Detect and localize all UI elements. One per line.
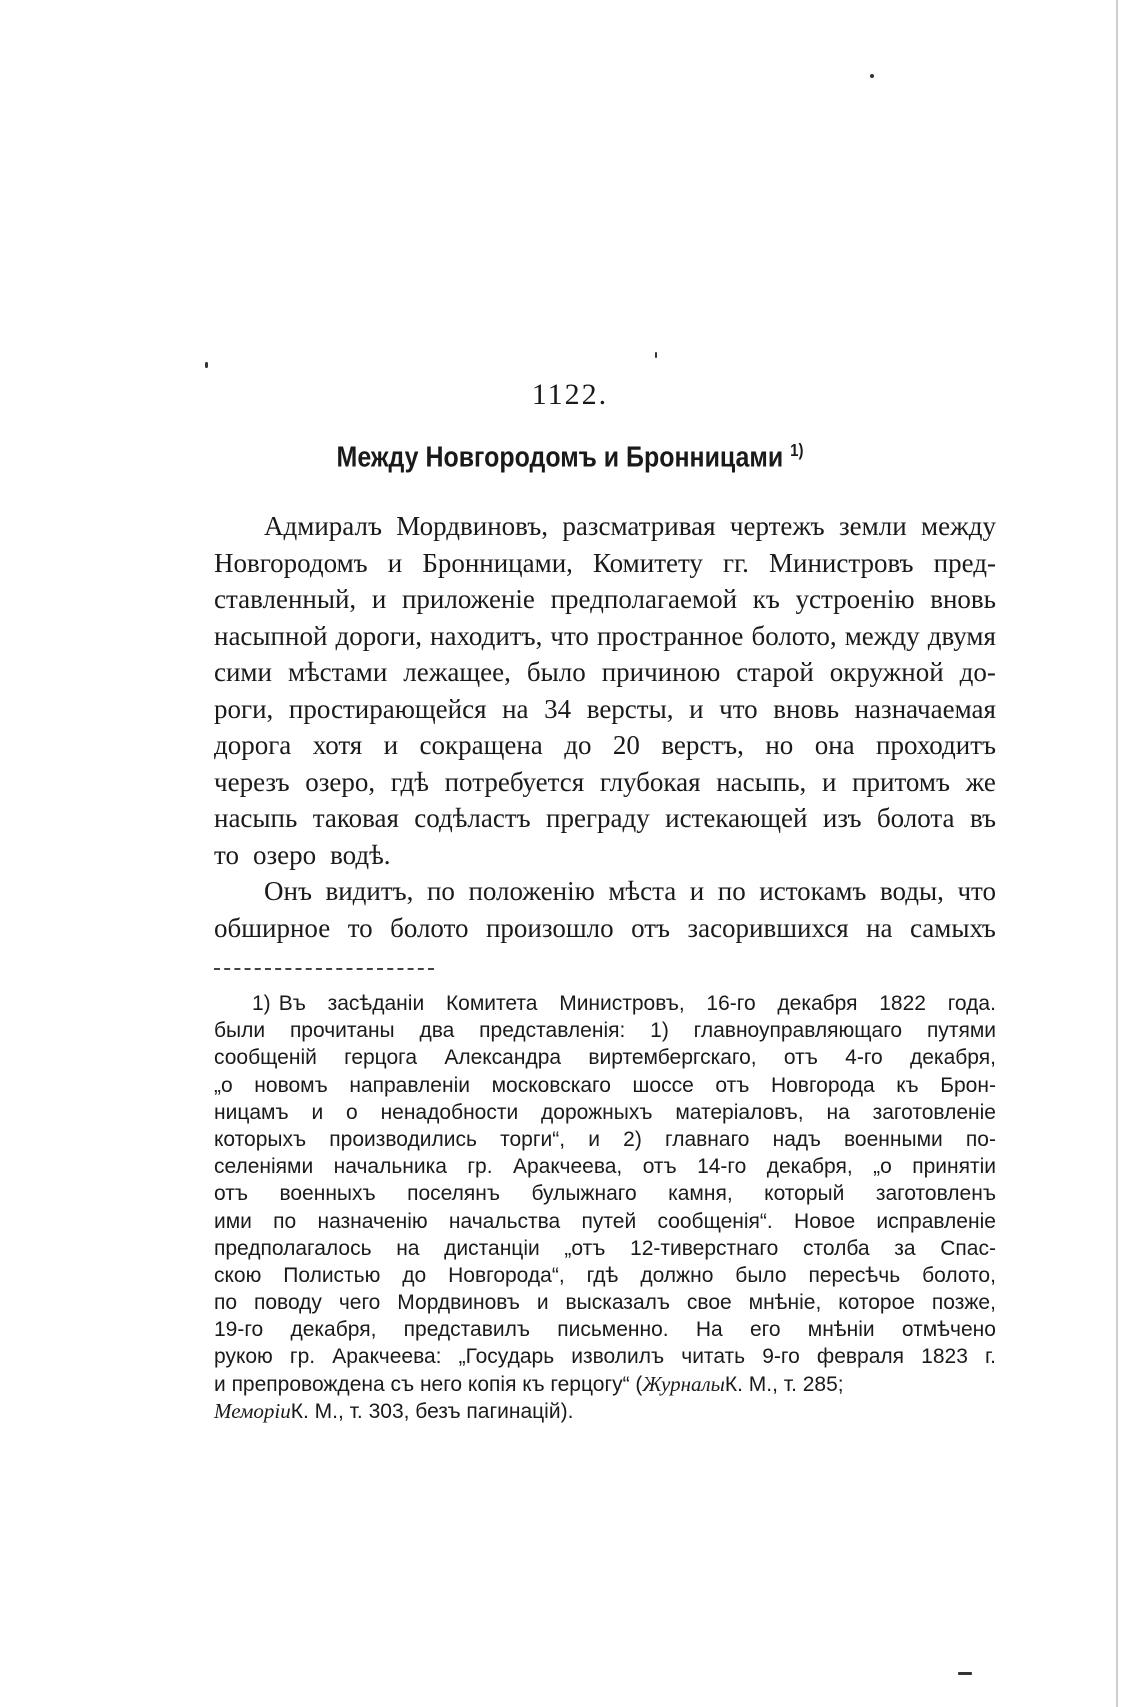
word: и <box>689 693 704 724</box>
word: Мордвиновъ, <box>396 511 548 541</box>
text-line <box>214 508 996 545</box>
word: дистанцiи <box>444 1236 540 1260</box>
word: содѣластъ <box>414 803 531 833</box>
word: поводу <box>253 1291 322 1315</box>
word: отъ <box>214 1182 248 1206</box>
word: ими <box>214 1209 252 1233</box>
word: были <box>214 1019 266 1043</box>
scan-speck <box>205 362 208 368</box>
word: ставленный, <box>214 584 357 614</box>
word: же <box>965 766 996 797</box>
word: февраля <box>816 1345 905 1369</box>
word: сообщенiя“. <box>657 1209 773 1233</box>
word: заготовленiе <box>872 1100 996 1124</box>
word: озеро, <box>305 766 376 797</box>
footnote-line <box>214 1126 996 1153</box>
word: читать <box>681 1345 746 1369</box>
word: причиною <box>601 657 721 687</box>
document-title <box>80 440 1060 475</box>
word: „Государь <box>458 1345 555 1369</box>
word: декабря, <box>910 1046 996 1070</box>
word: начальника <box>333 1155 447 1179</box>
word: направленiи <box>349 1073 470 1097</box>
word: дорога <box>214 730 292 760</box>
word: представилъ <box>403 1318 531 1342</box>
word: Спас- <box>940 1236 996 1260</box>
word: Новгорода“, <box>448 1263 565 1287</box>
word: селенiями <box>214 1155 314 1179</box>
word: два <box>419 1019 455 1043</box>
text-line <box>214 910 996 947</box>
word: Комитету <box>593 547 703 578</box>
word: воды, <box>879 876 944 906</box>
word: виртембергскаго, <box>588 1046 757 1070</box>
word: притомъ <box>852 766 950 797</box>
word: приложенiе <box>401 584 535 614</box>
word: дороги, <box>335 620 422 651</box>
word: булыжнаго <box>531 1182 637 1206</box>
word: на <box>396 1236 420 1260</box>
word: версты, <box>586 693 674 724</box>
scan-mark <box>958 1672 972 1675</box>
word: вновь <box>930 584 996 614</box>
word: по- <box>965 1127 996 1151</box>
word: „отъ <box>564 1236 606 1260</box>
word: изъ <box>822 803 862 833</box>
word: къ <box>752 584 780 614</box>
word: отъ <box>642 1155 677 1179</box>
word: которое <box>838 1291 915 1315</box>
title-text: Между Новгородомъ и Бронницами <box>336 441 784 474</box>
word: земли <box>839 511 907 541</box>
word: до- <box>959 657 996 687</box>
word: Бронницами, <box>422 547 573 578</box>
footnote-line <box>214 1017 996 1044</box>
word: болото, <box>922 1263 996 1287</box>
word: было <box>526 657 586 687</box>
word: 12-тиверстнаго <box>630 1236 779 1260</box>
text-line <box>214 654 996 691</box>
source-reference: К. М., т. 285; <box>724 1372 844 1396</box>
word: гг. <box>723 547 749 578</box>
word: что <box>957 876 996 906</box>
footnote-line <box>214 1099 996 1126</box>
word: пространное <box>596 620 744 651</box>
word: свое <box>686 1291 732 1315</box>
word: декабря, <box>290 1318 377 1342</box>
word: 1823 <box>921 1345 968 1369</box>
word: отъ <box>715 1073 750 1097</box>
footnote-line <box>214 1343 996 1370</box>
word: Аракчеева, <box>512 1155 623 1179</box>
word: двумя <box>927 620 996 651</box>
word: на <box>866 912 893 943</box>
word: преграду <box>546 803 650 833</box>
footnote-line <box>214 1235 996 1262</box>
text-line <box>214 800 996 837</box>
word: до <box>402 1263 427 1287</box>
word: пред- <box>933 547 996 578</box>
word: на <box>826 1100 850 1124</box>
word: находитъ, <box>430 620 543 651</box>
text-line <box>214 764 996 801</box>
word: принятiи <box>912 1155 996 1179</box>
word: путей <box>581 1209 637 1233</box>
word: письменно. <box>557 1318 669 1342</box>
word: Брон- <box>940 1073 996 1097</box>
word: гдѣ <box>586 1263 619 1287</box>
footnote-line-words <box>279 990 996 1017</box>
word: что <box>550 620 589 651</box>
word: на <box>502 693 529 724</box>
word: 9-го <box>762 1345 800 1369</box>
word: 14-го <box>697 1155 747 1179</box>
word: надъ <box>772 1127 821 1151</box>
word: и <box>689 876 705 906</box>
footnote-line <box>214 1262 996 1289</box>
word: мѣста <box>608 876 677 906</box>
word: отмѣчено <box>901 1318 996 1342</box>
word: гдѣ <box>390 766 429 797</box>
word: Министровъ, <box>559 992 685 1015</box>
word: разсматривая <box>562 511 716 541</box>
word: по <box>273 1209 297 1233</box>
word: декабря <box>777 992 858 1015</box>
word: таковая <box>312 803 399 833</box>
word: черезъ <box>214 766 290 797</box>
word: герцога <box>344 1046 418 1070</box>
word: вновь <box>773 693 840 724</box>
word: насыпной <box>214 620 328 651</box>
source-title: Журналы <box>642 1371 725 1396</box>
word: между <box>921 511 996 541</box>
word: болото <box>390 912 469 943</box>
word: и <box>311 1100 324 1124</box>
footnote-reference: 1) <box>790 440 804 460</box>
word: военными <box>844 1127 943 1151</box>
word: окружной <box>829 657 944 687</box>
source-reference: К. М., т. 303, безъ пагинацiй). <box>290 1399 574 1423</box>
word: засѣданiи <box>327 992 425 1015</box>
word: и <box>383 730 399 760</box>
document-number: 1122. <box>531 378 609 411</box>
word: исправленiе <box>876 1209 996 1233</box>
word: предполагалось <box>214 1236 372 1260</box>
word: предполагаемой <box>550 584 738 614</box>
word: поселянъ <box>407 1182 500 1206</box>
word: должно <box>640 1263 714 1287</box>
footnote-line <box>214 1153 996 1180</box>
word: сообщенiй <box>214 1046 317 1070</box>
word: 1) <box>650 1019 669 1043</box>
word: Мордвиновъ <box>397 1291 520 1315</box>
word: года. <box>947 992 996 1015</box>
word: истокамъ <box>759 876 867 906</box>
word: столба <box>802 1236 870 1260</box>
word: который <box>764 1182 845 1206</box>
word: пересѣчь <box>808 1263 901 1287</box>
word: главнаго <box>665 1127 750 1151</box>
word: сокращена <box>419 730 543 760</box>
word: матерiаловъ, <box>675 1100 804 1124</box>
word: дорожныхъ <box>541 1100 653 1124</box>
word: насыпь, <box>716 766 807 797</box>
word: болото, <box>751 620 837 651</box>
word: новомъ <box>254 1073 328 1097</box>
word: произошло <box>485 912 614 943</box>
word: до <box>564 730 592 760</box>
source-title: Меморiи <box>214 1398 291 1423</box>
footnote-line <box>214 1398 996 1425</box>
word: то <box>347 912 373 943</box>
word: главноуправляющаго <box>693 1019 903 1043</box>
word: сими <box>214 657 272 687</box>
word: чего <box>338 1291 381 1315</box>
word: 4-го <box>845 1046 883 1070</box>
word: Новгорода <box>770 1073 875 1097</box>
word: что <box>719 693 758 724</box>
scan-speck <box>655 352 657 358</box>
word: простирающейся <box>288 693 487 724</box>
word: и <box>387 547 403 578</box>
word: Адмиралъ <box>264 511 382 541</box>
word: его <box>749 1318 781 1342</box>
word: за <box>894 1236 916 1260</box>
word: Александра <box>444 1046 562 1070</box>
word: водѣ. <box>330 839 391 870</box>
word: 2) <box>623 1127 642 1151</box>
word: шоссе <box>632 1073 694 1097</box>
word: мнѣнiи <box>807 1318 875 1342</box>
text-line <box>214 727 996 764</box>
word: позже, <box>931 1291 996 1315</box>
text-line <box>214 545 996 582</box>
word: „о <box>214 1073 233 1097</box>
word: высказалъ <box>565 1291 670 1315</box>
word: мѣстами <box>287 657 388 687</box>
word: рукою <box>214 1345 273 1369</box>
word: ницамъ <box>214 1100 289 1124</box>
word: Новое <box>794 1209 856 1233</box>
word: которыхъ <box>214 1127 307 1151</box>
word: самыхъ <box>909 912 996 943</box>
word: гр. <box>289 1345 316 1369</box>
footnote-line <box>214 1289 996 1316</box>
word: Полистью <box>283 1263 381 1287</box>
word: путями <box>926 1019 996 1043</box>
word: и <box>588 1127 600 1151</box>
word: и <box>536 1291 549 1315</box>
word: заготовленъ <box>875 1182 996 1206</box>
word: Въ <box>278 992 306 1015</box>
word: производились <box>329 1127 477 1151</box>
word: положенiю <box>468 876 595 906</box>
word: прочитаны <box>289 1019 395 1043</box>
footnote-line <box>214 1072 996 1099</box>
word: назначенiю <box>317 1209 428 1233</box>
word: засорившихся <box>687 912 849 943</box>
footnote-separator <box>214 968 434 970</box>
footnote-line <box>214 1371 996 1398</box>
word: къ <box>896 1073 919 1097</box>
word: видитъ, <box>325 876 414 906</box>
word: истекающей <box>665 803 808 833</box>
word: лежащее, <box>403 657 511 687</box>
word: скою <box>214 1263 262 1287</box>
word: глубокая <box>599 766 701 797</box>
word: гр. <box>467 1155 493 1179</box>
word: но <box>765 730 794 760</box>
word: по <box>717 876 746 906</box>
footnote-line-text: и препровождена съ него копiя къ герцогу“ ( <box>214 1372 643 1396</box>
word: по <box>426 876 455 906</box>
word: хотя <box>312 730 363 760</box>
word: Онъ <box>264 876 312 906</box>
word: 20 <box>612 730 640 760</box>
word: мнѣнiе, <box>748 1291 822 1315</box>
word: 19-го <box>214 1318 264 1342</box>
text-line <box>214 691 996 728</box>
word: камня, <box>668 1182 733 1206</box>
scan-edge-line <box>1116 0 1118 1707</box>
word: въ <box>969 803 996 833</box>
footnote-line <box>214 1044 996 1071</box>
word: насыпь <box>214 803 298 833</box>
word: торги“, <box>500 1127 566 1151</box>
word: болота <box>876 803 955 833</box>
text-line <box>214 873 996 910</box>
word: верстъ, <box>661 730 744 760</box>
word: было <box>735 1263 787 1287</box>
word: устроенiю <box>795 584 915 614</box>
word: она <box>814 730 855 760</box>
footnote <box>214 990 996 1425</box>
word: „о <box>873 1155 892 1179</box>
word: г. <box>985 1345 996 1369</box>
footnote-marker: 1) <box>252 992 271 1015</box>
word: декабря, <box>766 1155 853 1179</box>
word: роги, <box>214 693 274 724</box>
word: между <box>844 620 920 651</box>
word: Министровъ <box>769 547 914 578</box>
scan-speck <box>870 74 874 78</box>
word: чертежъ <box>729 511 825 541</box>
word: отъ <box>783 1046 818 1070</box>
word: проходитъ <box>876 730 996 760</box>
word: ненадобности <box>380 1100 519 1124</box>
word: потребуется <box>444 766 585 797</box>
word: о <box>346 1100 358 1124</box>
footnote-line <box>214 1180 996 1207</box>
footnote-line <box>214 990 996 1017</box>
word: по <box>214 1291 238 1315</box>
word: Комитета <box>445 992 538 1015</box>
footnote-line <box>214 1316 996 1343</box>
word: и <box>371 584 387 614</box>
word: Новгородомъ <box>214 547 368 578</box>
footnote-line <box>214 1208 996 1235</box>
word: представленiя: <box>479 1019 626 1043</box>
word: озеро <box>252 839 317 870</box>
word: то <box>214 839 239 870</box>
main-text <box>214 508 996 946</box>
text-line <box>214 837 996 874</box>
text-line <box>214 581 996 618</box>
word: военныхъ <box>279 1182 376 1206</box>
word: 1822 <box>879 992 926 1015</box>
word: московскаго <box>491 1073 611 1097</box>
text-line <box>214 618 996 655</box>
word: обширное <box>214 912 331 943</box>
word: назначаемая <box>854 693 996 724</box>
word: и <box>821 766 837 797</box>
word: старой <box>736 657 814 687</box>
word: Аракчеева: <box>332 1345 442 1369</box>
word: отъ <box>631 912 670 943</box>
word: изволилъ <box>571 1345 665 1369</box>
word: На <box>695 1318 723 1342</box>
word: 16-го <box>706 992 756 1015</box>
word: 34 <box>544 693 572 724</box>
word: начальства <box>448 1209 561 1233</box>
